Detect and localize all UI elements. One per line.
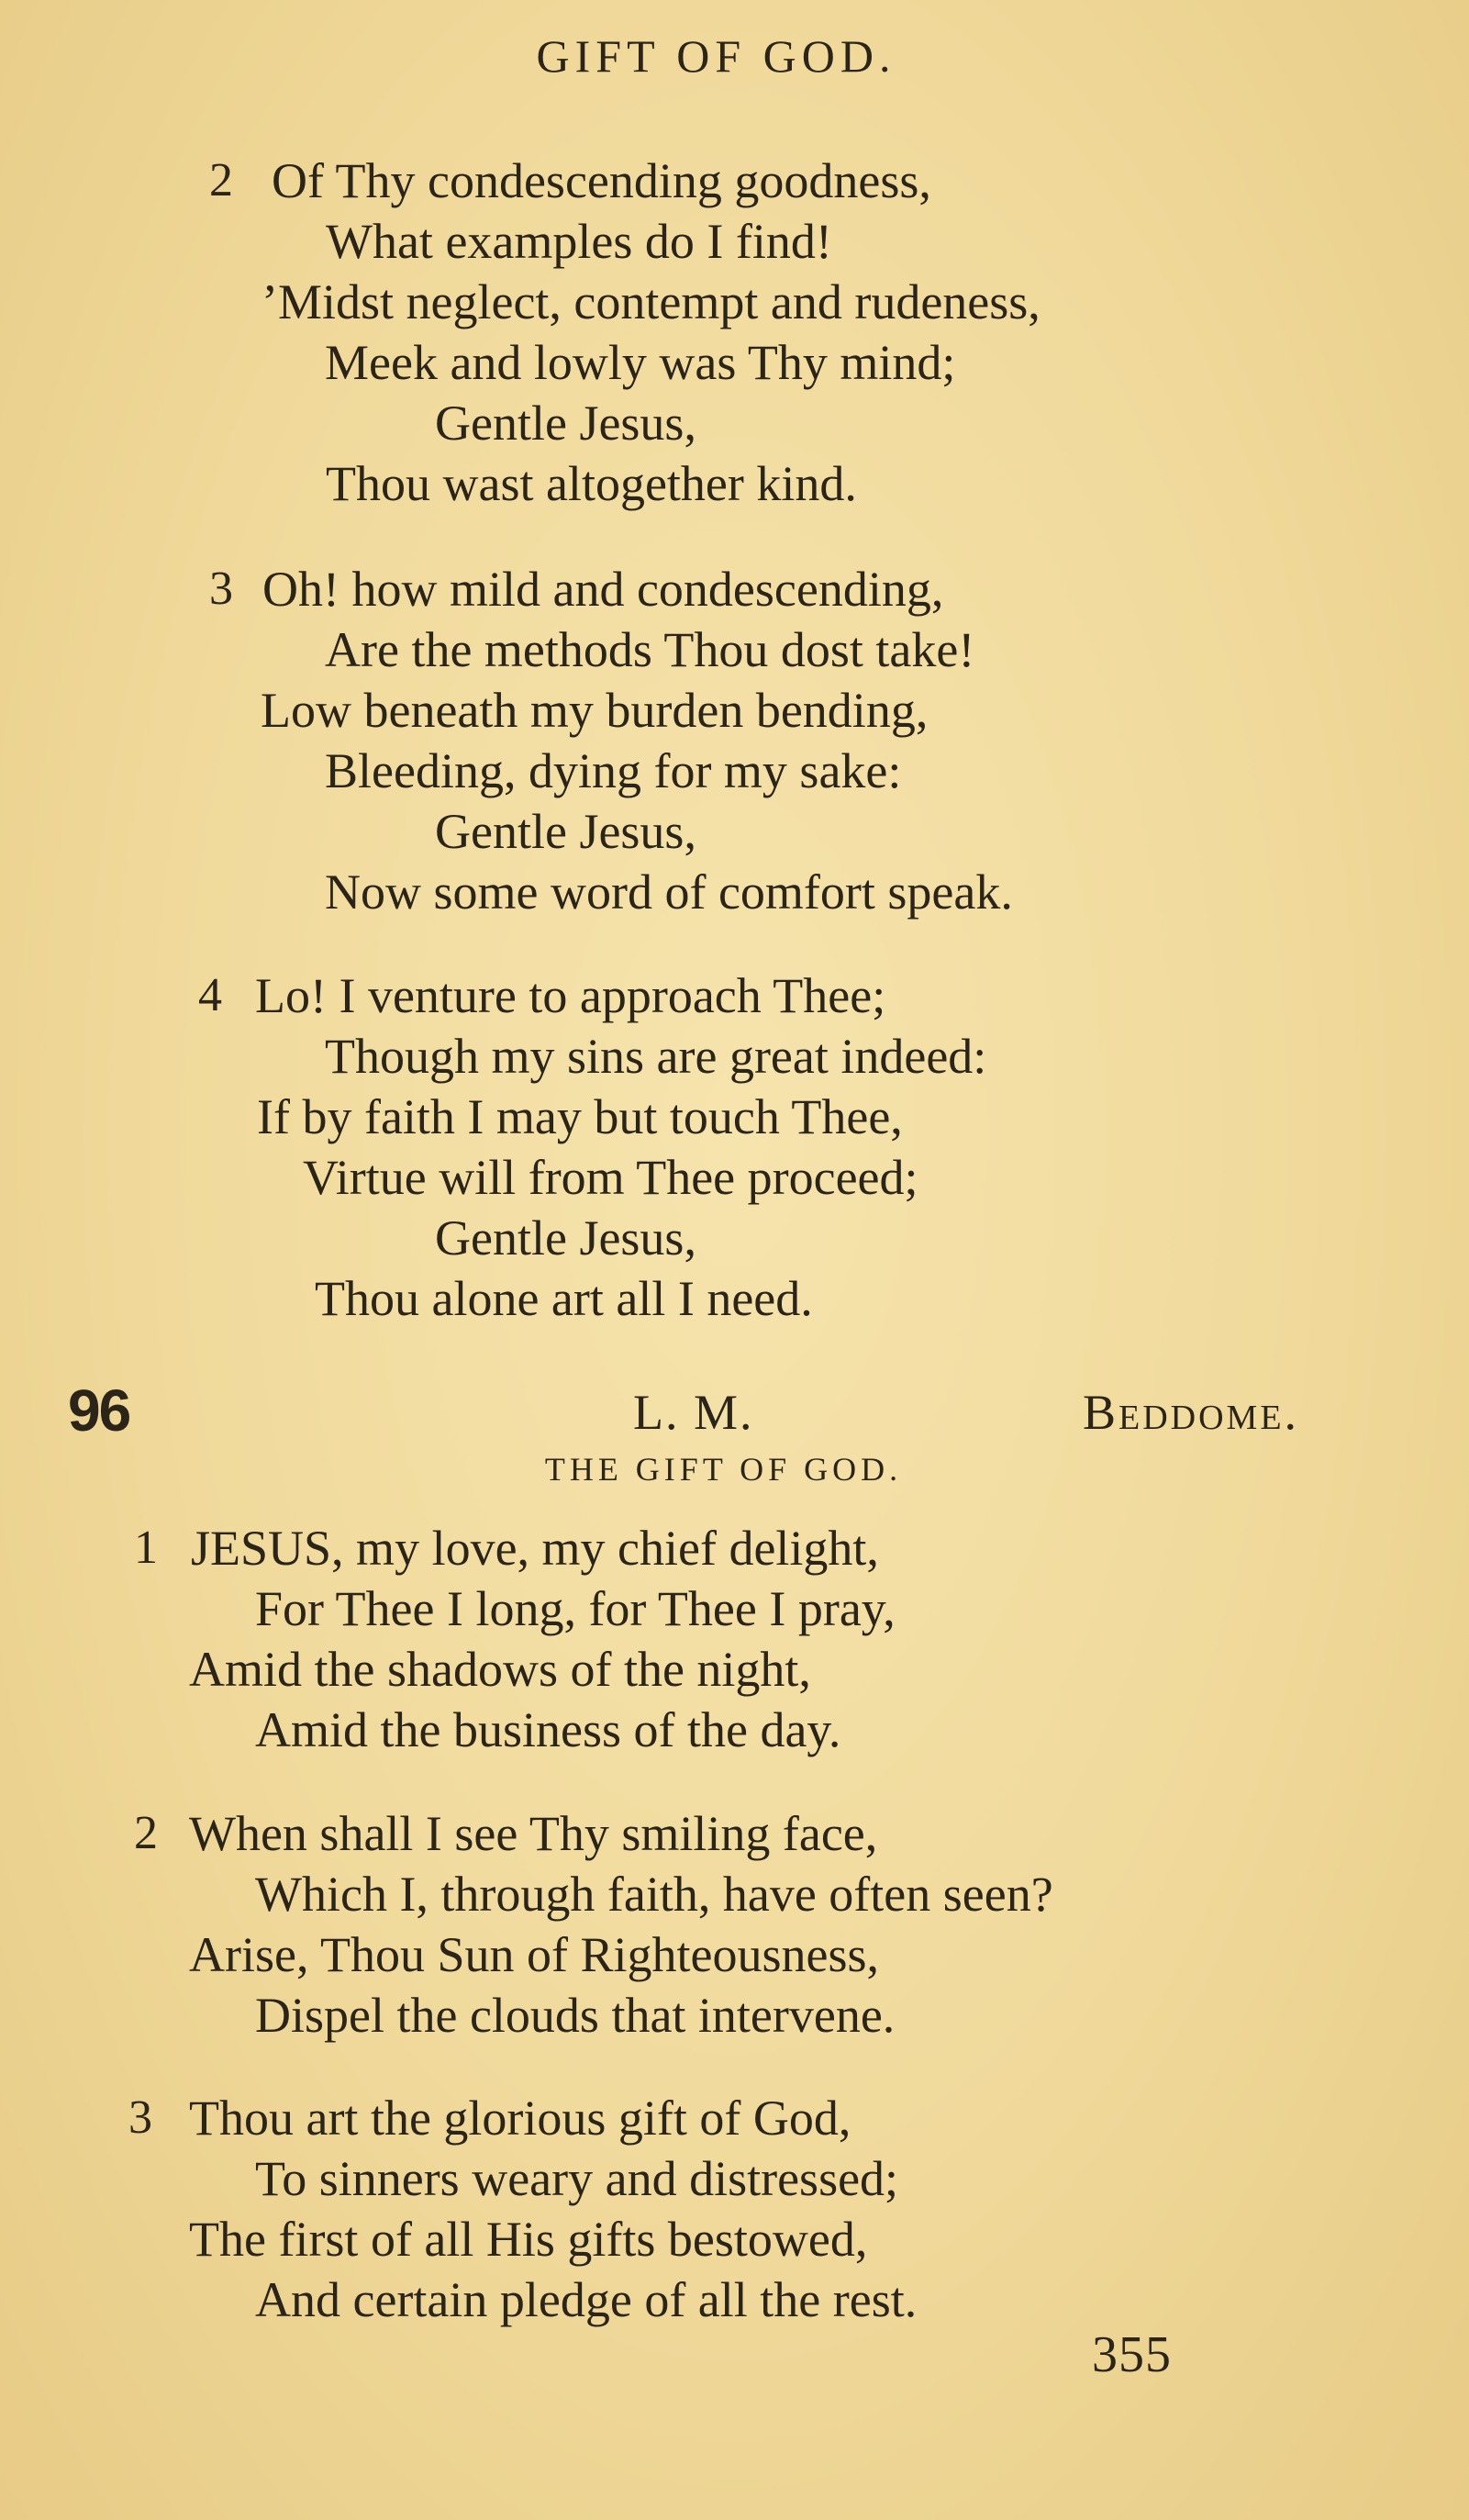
stanza-number: 2 (134, 1807, 158, 1859)
hymn-author: Beddome. (1083, 1385, 1300, 1440)
stanza-line: Amid the business of the day. (255, 1702, 841, 1757)
stanza-number: 1 (134, 1522, 158, 1574)
stanza-line: Amid the shadows of the night, (189, 1642, 811, 1697)
stanza-line: To sinners weary and distressed; (255, 2151, 899, 2206)
stanza-line: Bleeding, dying for my sake: (325, 743, 902, 798)
stanza-number: 4 (198, 969, 222, 1021)
running-head: GIFT OF GOD. (536, 30, 896, 82)
stanza-line: JESUS, my love, my chief delight, (191, 1521, 879, 1576)
hymn-number: 96 (68, 1377, 130, 1444)
stanza-line: Arise, Thou Sun of Righteousness, (189, 1927, 879, 1982)
stanza-line: Virtue will from Thee proceed; (303, 1150, 918, 1205)
stanza-line: When shall I see Thy smiling face, (189, 1806, 878, 1861)
stanza-line: Of Thy condescending goodness, (272, 153, 931, 208)
stanza-line: Dispel the clouds that intervene. (255, 1988, 896, 2043)
stanza-line: Gentle Jesus, (435, 804, 696, 859)
stanza-line: Oh! how mild and condescending, (262, 562, 944, 617)
stanza-line: Gentle Jesus, (435, 1210, 696, 1266)
stanza-line: Thou art the glorious gift of God, (189, 2091, 851, 2146)
stanza-line: If by faith I may but touch Thee, (257, 1089, 903, 1144)
stanza-line: Now some word of comfort speak. (325, 864, 1013, 920)
stanza-line: For Thee I long, for Thee I pray, (255, 1581, 896, 1636)
stanza-line: Low beneath my burden bending, (261, 683, 929, 738)
stanza-number: 3 (128, 2091, 152, 2144)
stanza-line: Which I, through faith, have often seen? (255, 1867, 1053, 1922)
stanza-line: Though my sins are great indeed: (325, 1029, 987, 1084)
stanza-line: Meek and lowly was Thy mind; (325, 335, 956, 390)
stanza-line: The first of all His gifts bestowed, (189, 2212, 868, 2267)
hymn-meter: L. M. (633, 1385, 754, 1440)
stanza-line: Thou wast altogether kind. (326, 456, 857, 511)
stanza-number: 2 (209, 154, 233, 206)
stanza-line: ’Midst neglect, contempt and rudeness, (262, 274, 1041, 329)
stanza-line: Thou alone art all I need. (315, 1271, 813, 1326)
stanza-number: 3 (209, 563, 233, 615)
stanza-line: What examples do I find! (326, 214, 832, 269)
stanza-line: Are the methods Thou dost take! (325, 622, 975, 677)
hymn-title: THE GIFT OF GOD. (544, 1451, 903, 1488)
stanza-line: Gentle Jesus, (435, 396, 696, 451)
stanza-line: And certain pledge of all the rest. (255, 2272, 918, 2327)
page-number: 355 (1092, 2326, 1172, 2383)
stanza-line: Lo! I venture to approach Thee; (255, 968, 886, 1023)
